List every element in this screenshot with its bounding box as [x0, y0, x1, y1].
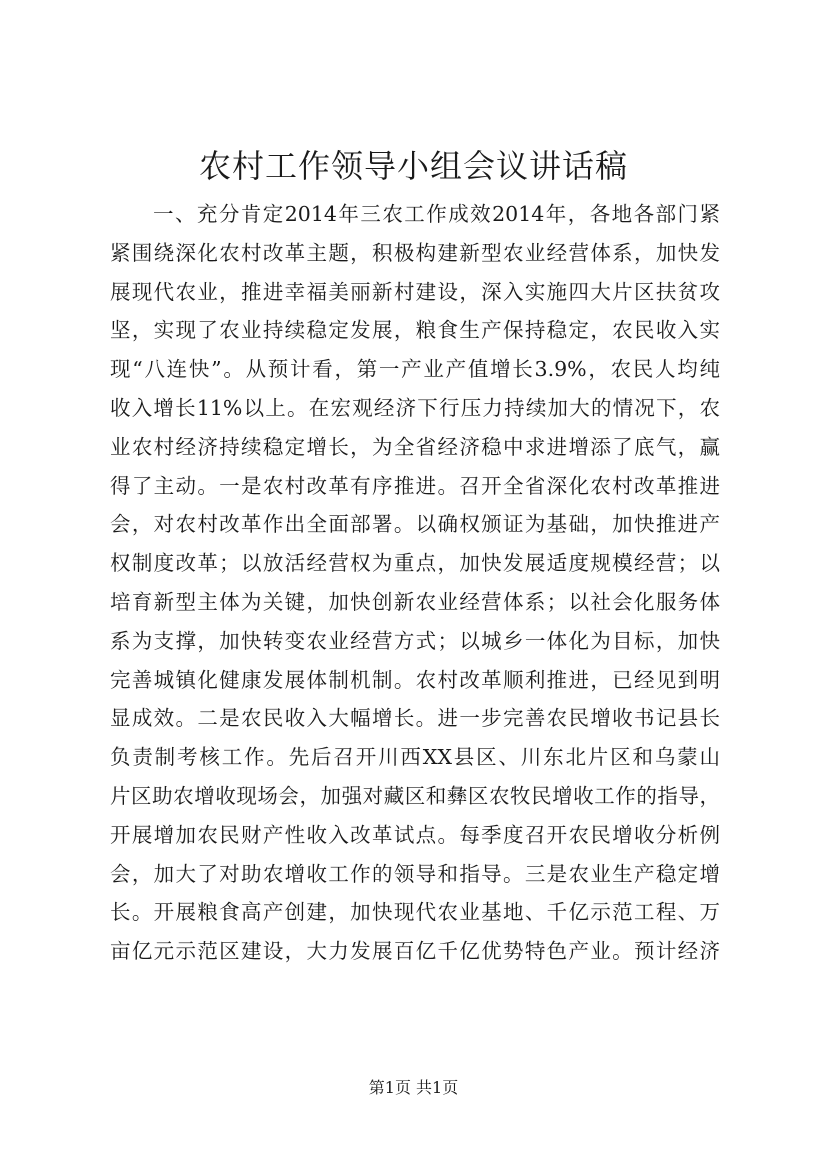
text-line: 开展增加农民财产性收入改革试点。每季度召开农民增收分析例 — [110, 822, 720, 847]
text-line: 系为支撑，加快转变农业经营方式；以城乡一体化为目标，加快 — [110, 628, 720, 653]
text-line: 长。开展粮食高产创建，加快现代农业基地、千亿示范工程、万 — [110, 900, 720, 925]
text-line: 会，对农村改革作出全面部署。以确权颁证为基础，加快推进产 — [110, 512, 720, 537]
text-line: 一、充分肯定2014年三农工作成效2014年，各地各部门紧 — [153, 202, 720, 226]
text-line: 收入增长11%以上。在宏观经济下行压力持续加大的情况下，农 — [110, 395, 720, 420]
text-line: 坚，实现了农业持续稳定发展，粮食生产保持稳定，农民收入实 — [110, 318, 720, 343]
text-line: 完善城镇化健康发展体制机制。农村改革顺利推进，已经见到明 — [110, 667, 720, 692]
text-line: 亩亿元示范区建设，大力发展百亿千亿优势特色产业。预计经济 — [110, 939, 720, 964]
text-line: 负责制考核工作。先后召开川西XX县区、川东北片区和乌蒙山 — [110, 745, 720, 770]
text-line: 业农村经济持续稳定增长，为全省经济稳中求进增添了底气，赢 — [110, 434, 720, 459]
text-line: 会，加大了对助农增收工作的领导和指导。三是农业生产稳定增 — [110, 861, 720, 886]
text-line: 展现代农业，推进幸福美丽新村建设，深入实施四大片区扶贫攻 — [110, 279, 720, 304]
text-line: 现“八连快”。从预计看，第一产业产值增长3.9%，农民人均纯 — [110, 357, 720, 382]
text-line: 片区助农增收现场会，加强对藏区和彝区农牧民增收工作的指导， — [110, 783, 720, 808]
text-line: 显成效。二是农民收入大幅增长。进一步完善农民增收书记县长 — [110, 706, 720, 731]
page-footer: 第1页 共1页 — [368, 1078, 459, 1097]
document-title: 农村工作领导小组会议讲话稿 — [198, 147, 628, 185]
body-paragraph — [110, 195, 720, 971]
text-line: 培育新型主体为关键，加快创新农业经营体系；以社会化服务体 — [110, 589, 720, 614]
text-line: 紧围绕深化农村改革主题，积极构建新型农业经营体系，加快发 — [110, 240, 720, 265]
text-line: 权制度改革；以放活经营权为重点，加快发展适度规模经营；以 — [110, 551, 720, 576]
text-line: 得了主动。一是农村改革有序推进。召开全省深化农村改革推进 — [110, 473, 720, 498]
